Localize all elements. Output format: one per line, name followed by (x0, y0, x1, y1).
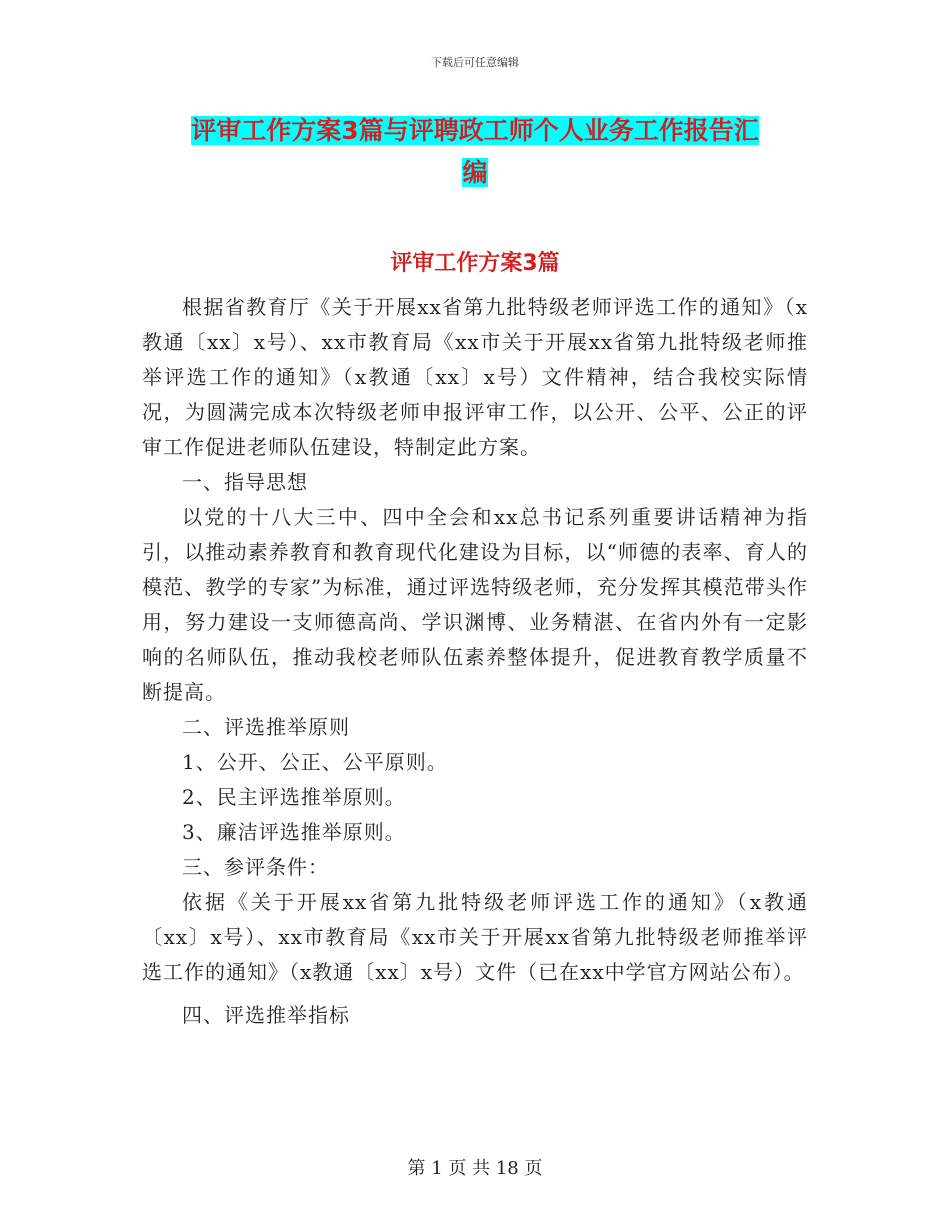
list-item-principle-3: 3、廉洁评选推举原则。 (182, 820, 406, 844)
heading-conditions: 三、参评条件： (182, 855, 329, 879)
page-number: 第 1 页 共 18 页 (407, 1158, 543, 1179)
document-title-line1: 评审工作方案3篇与评聘政工师个人业务工作报告汇 (191, 116, 759, 145)
section-title: 评审工作方案3篇 (390, 251, 560, 276)
paragraph-intro: 根据省教育厅《关于开展xx省第九批特级老师评选工作的通知》（x教通〔xx〕x号）、xx市教育局《xx市关于开展xx省第九批特级老师推举评选工作的通知》（x教通〔xx〕x号）文件精神，结合我校实际情况，为圆满完成本次特级老师申报评审工作，以公开、公平、公正的评审工作促进老师队伍建设，特制定此方案。 (142, 295, 808, 459)
document-body (142, 290, 808, 1033)
document-title (142, 110, 808, 194)
paragraph-guiding-thought: 以党的十八大三中、四中全会和xx总书记系列重要讲话精神为指引，以推动素养教育和教育现代化建设为目标，以“师德的表率、育人的模范、教学的专家”为标准，通过评选特级老师，充分发挥其模范带头作用，努力建设一支师德高尚、学识渊博、业务精湛、在省内外有一定影响的名师队伍，推动我校老师队伍素养整体提升，促进教育教学质量不断提高。 (142, 505, 808, 704)
heading-guiding-thought: 一、指导思想 (182, 470, 308, 494)
heading-principles: 二、评选推举原则 (182, 715, 350, 739)
header-note: 下载后可任意编辑 (431, 56, 519, 69)
list-item-principle-1: 1、公开、公正、公平原则。 (182, 750, 448, 774)
document-title-line2: 编 (462, 158, 488, 187)
list-item-principle-2: 2、民主评选推举原则。 (182, 785, 406, 809)
paragraph-conditions: 依据《关于开展xx省第九批特级老师评选工作的通知》（x教通〔xx〕x号）、xx市教育局《xx市关于开展xx省第九批特级老师推举评选工作的通知》（x教通〔xx〕x号）文件（已在xx中学官方网站公布）。 (142, 890, 808, 984)
heading-indicators: 四、评选推举指标 (182, 1003, 350, 1027)
